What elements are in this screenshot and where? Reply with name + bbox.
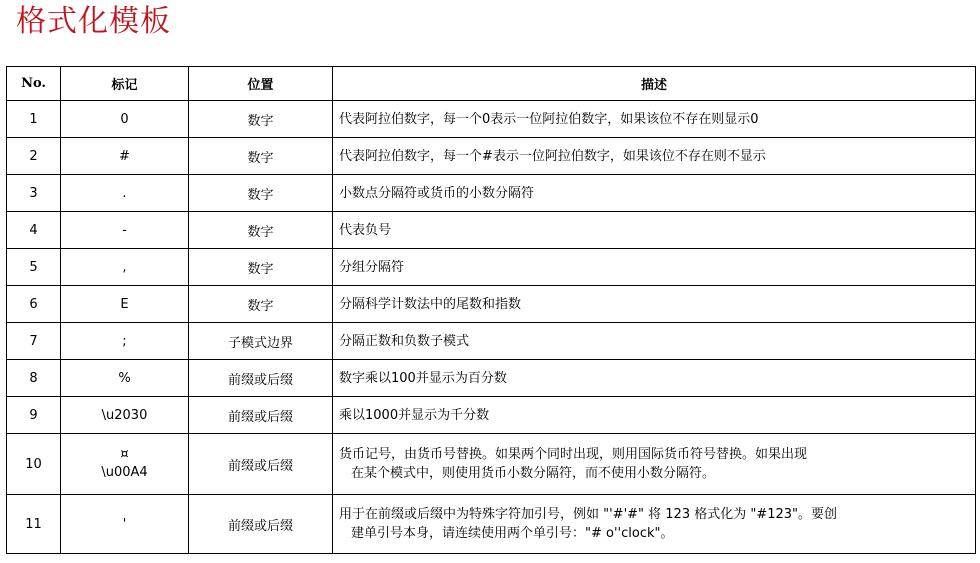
row-position: 数字 (189, 286, 333, 323)
row-position: 数字 (189, 101, 333, 138)
row-position: 数字 (189, 249, 333, 286)
row-number: 8 (7, 360, 61, 397)
row-number: 1 (7, 101, 61, 138)
row-symbol: % (61, 360, 189, 397)
row-number: 6 (7, 286, 61, 323)
row-number: 7 (7, 323, 61, 360)
row-description: 代表阿拉伯数字，每一个0表示一位阿拉伯数字，如果该位不存在则显示0 (333, 101, 976, 138)
row-position: 前缀或后缀 (189, 397, 333, 434)
table-row (7, 286, 976, 323)
row-position: 数字 (189, 212, 333, 249)
row-number: 10 (7, 434, 61, 495)
row-symbol: . (61, 175, 189, 212)
row-number: 11 (7, 495, 61, 554)
table-row (7, 495, 976, 554)
row-description-line: 建单引号本身，请连续使用两个单引号："# o''clock"。 (351, 526, 674, 541)
row-description: 代表负号 (333, 212, 976, 249)
row-description-line: 在某个模式中，则使用货币小数分隔符，而不使用小数分隔符。 (351, 466, 716, 481)
header-description: 描述 (333, 67, 976, 101)
table-row (7, 138, 976, 175)
table-row (7, 434, 976, 495)
row-symbol: ' (61, 495, 189, 554)
row-position: 数字 (189, 138, 333, 175)
table-row (7, 360, 976, 397)
row-symbol: \u2030 (61, 397, 189, 434)
row-symbol-glyph: ¤ (120, 447, 129, 462)
row-position: 前缀或后缀 (189, 495, 333, 554)
table-header-row (7, 67, 976, 101)
row-description: 乘以1000并显示为千分数 (333, 397, 976, 434)
row-symbol: # (61, 138, 189, 175)
row-number: 4 (7, 212, 61, 249)
row-symbol: , (61, 249, 189, 286)
table-row (7, 323, 976, 360)
row-symbol: E (61, 286, 189, 323)
row-number: 9 (7, 397, 61, 434)
row-position: 数字 (189, 175, 333, 212)
row-symbol: 0 (61, 101, 189, 138)
row-description: 分隔科学计数法中的尾数和指数 (333, 286, 976, 323)
table-row (7, 101, 976, 138)
row-description: 分隔正数和负数子模式 (333, 323, 976, 360)
row-description: 分组分隔符 (333, 249, 976, 286)
row-description (333, 434, 976, 495)
row-number: 2 (7, 138, 61, 175)
row-position: 子模式边界 (189, 323, 333, 360)
table-row (7, 249, 976, 286)
row-position: 前缀或后缀 (189, 434, 333, 495)
table-row (7, 397, 976, 434)
row-description-line: 用于在前缀或后缀中为特殊字符加引号，例如 "'#'#" 将 123 格式化为 "#123"。要创 (339, 507, 838, 522)
row-number: 5 (7, 249, 61, 286)
row-description-line: 货币记号，由货币号替换。如果两个同时出现，则用国际货币符号替换。如果出现 (339, 447, 808, 462)
format-template-table (6, 66, 976, 554)
row-symbol: - (61, 212, 189, 249)
row-symbol: ; (61, 323, 189, 360)
row-description: 代表阿拉伯数字，每一个#表示一位阿拉伯数字，如果该位不存在则不显示 (333, 138, 976, 175)
row-description: 小数点分隔符或货币的小数分隔符 (333, 175, 976, 212)
row-description: 数字乘以100并显示为百分数 (333, 360, 976, 397)
row-description (333, 495, 976, 554)
page-title: 格式化模板 (16, 4, 171, 39)
header-no: No. (7, 67, 61, 101)
row-number: 3 (7, 175, 61, 212)
table-row (7, 175, 976, 212)
header-symbol: 标记 (61, 67, 189, 101)
row-position: 前缀或后缀 (189, 360, 333, 397)
table-row (7, 212, 976, 249)
row-symbol-code: \u00A4 (101, 465, 148, 480)
row-symbol (61, 434, 189, 495)
header-position: 位置 (189, 67, 333, 101)
